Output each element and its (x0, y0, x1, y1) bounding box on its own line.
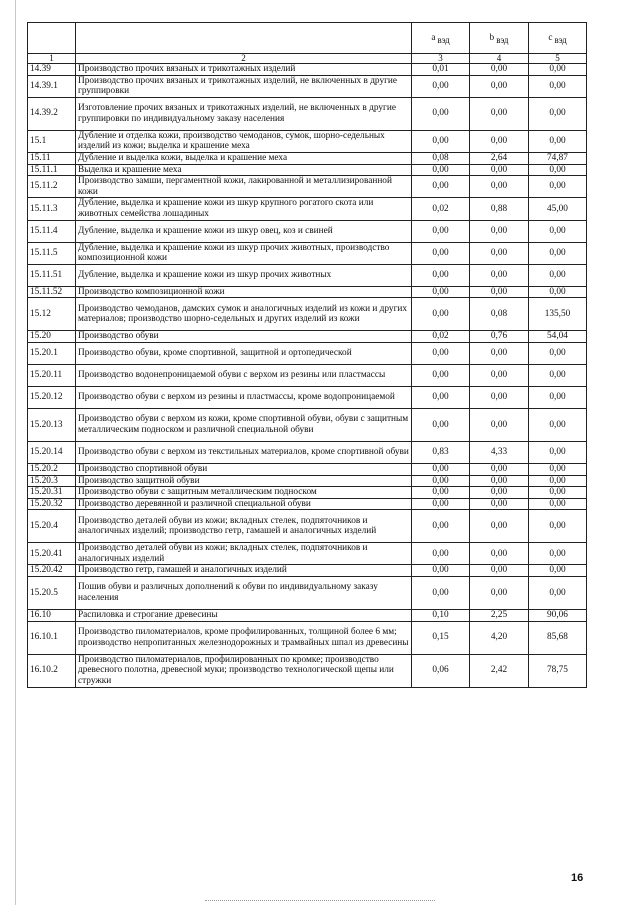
code-cell: 15.20.14 (28, 441, 76, 463)
code-cell: 15.20.11 (28, 364, 76, 386)
activity-name-cell: Производство пиломатериалов, кроме профилированных, толщиной более 6 мм; производство непропитанных железнодорожных и трамвайных шпал из древесины (76, 621, 412, 654)
c-value-cell: 135,50 (529, 298, 587, 331)
code-cell: 15.11.3 (28, 198, 76, 220)
c-value-cell: 0,00 (529, 441, 587, 463)
b-value-cell: 0,00 (470, 565, 529, 577)
code-cell: 15.1 (28, 130, 76, 152)
activity-name-cell: Производство обуви с защитным металлическим подноском (76, 487, 412, 499)
a-value-cell: 0,00 (412, 130, 470, 152)
c-value-cell: 0,00 (529, 386, 587, 408)
code-cell: 14.39.2 (28, 97, 76, 130)
code-cell: 15.20.42 (28, 565, 76, 577)
activity-name-cell: Дубление, выделка и крашение кожи из шкур прочих животных, производство композиционной кожи (76, 242, 412, 264)
activity-name-cell: Производство спортивной обуви (76, 463, 412, 475)
table-row (28, 342, 587, 364)
column-number: 5 (529, 54, 587, 64)
b-value-cell: 0,00 (470, 97, 529, 130)
a-value-cell: 0,06 (412, 654, 470, 687)
b-value-cell: 0,00 (470, 364, 529, 386)
b-value-cell: 2,42 (470, 654, 529, 687)
table-row (28, 176, 587, 198)
b-value-cell: 0,00 (470, 463, 529, 475)
scan-bottom-mark (205, 900, 435, 902)
c-value-cell: 0,00 (529, 498, 587, 510)
activity-name-cell: Производство композиционной кожи (76, 286, 412, 298)
table-row (28, 386, 587, 408)
activity-name-cell: Производство водонепроницаемой обуви с верхом из резины или пластмассы (76, 364, 412, 386)
activity-name-cell: Производство обуви с верхом из резины и пластмассы, кроме водопроницаемой (76, 386, 412, 408)
a-value-cell: 0,00 (412, 408, 470, 441)
c-value-cell: 0,00 (529, 577, 587, 610)
activity-name-cell: Дубление, выделка и крашение кожи из шкур овец, коз и свиней (76, 220, 412, 242)
table-row (28, 463, 587, 475)
c-value-cell: 0,00 (529, 543, 587, 565)
a-value-cell: 0,00 (412, 164, 470, 176)
activity-name-cell: Производство прочих вязаных и трикотажных изделий, не включенных в другие группировки (76, 75, 412, 97)
activity-name-cell: Дубление, выделка и крашение кожи из шкур крупного рогатого скота или животных семейства лошадиных (76, 198, 412, 220)
b-value-cell: 0,00 (470, 242, 529, 264)
table-row (28, 64, 587, 76)
table-row (28, 654, 587, 687)
code-cell: 15.11.4 (28, 220, 76, 242)
coefficients-table (27, 22, 587, 688)
activity-name-cell: Изготовление прочих вязаных и трикотажных изделий, не включенных в другие группировки по индивидуальному заказу населения (76, 97, 412, 130)
code-cell: 15.11 (28, 152, 76, 164)
b-value-cell: 0,00 (470, 130, 529, 152)
table-row (28, 331, 587, 343)
c-value-cell: 54,04 (529, 331, 587, 343)
a-value-cell: 0,83 (412, 441, 470, 463)
a-value-cell: 0,08 (412, 152, 470, 164)
activity-name-cell: Производство обуви, кроме спортивной, защитной и ортопедической (76, 342, 412, 364)
c-value-cell: 0,00 (529, 64, 587, 76)
b-value-cell: 0,88 (470, 198, 529, 220)
header-name-cell (76, 23, 412, 54)
b-value-cell: 0,00 (470, 176, 529, 198)
a-value-cell: 0,00 (412, 364, 470, 386)
activity-name-cell: Производство обуви (76, 331, 412, 343)
b-value-cell: 0,08 (470, 298, 529, 331)
table-row (28, 164, 587, 176)
c-value-cell: 0,00 (529, 487, 587, 499)
c-value-cell: 0,00 (529, 510, 587, 543)
table-row (28, 510, 587, 543)
c-value-cell: 0,00 (529, 75, 587, 97)
a-value-cell: 0,10 (412, 610, 470, 622)
table-row (28, 220, 587, 242)
table-row (28, 487, 587, 499)
code-cell: 15.11.51 (28, 264, 76, 286)
c-value-cell: 0,00 (529, 286, 587, 298)
activity-name-cell: Дубление и отделка кожи, производство чемоданов, сумок, шорно-седельных изделий из кожи; выделка и крашение меха (76, 130, 412, 152)
a-value-cell: 0,00 (412, 342, 470, 364)
code-cell: 15.11.1 (28, 164, 76, 176)
a-value-cell: 0,00 (412, 475, 470, 487)
a-value-cell: 0,00 (412, 298, 470, 331)
activity-name-cell: Пошив обуви и различных дополнений к обуви по индивидуальному заказу населения (76, 577, 412, 610)
code-cell: 14.39 (28, 64, 76, 76)
activity-name-cell: Производство защитной обуви (76, 475, 412, 487)
code-cell: 15.11.5 (28, 242, 76, 264)
table-row (28, 152, 587, 164)
table-row (28, 198, 587, 220)
b-value-cell: 0,00 (470, 220, 529, 242)
header-b-cell: b $_{вэд}$ (470, 23, 529, 54)
code-cell: 16.10 (28, 610, 76, 622)
b-value-cell: 0,00 (470, 498, 529, 510)
c-value-cell: 0,00 (529, 242, 587, 264)
table-row (28, 498, 587, 510)
b-value-cell: 2,64 (470, 152, 529, 164)
b-value-cell: 2,25 (470, 610, 529, 622)
activity-name-cell: Производство замши, пергаментной кожи, лакированной и металлизированной кожи (76, 176, 412, 198)
table-row (28, 565, 587, 577)
c-value-cell: 90,06 (529, 610, 587, 622)
header-row (28, 23, 587, 54)
c-value-cell: 0,00 (529, 408, 587, 441)
a-value-cell: 0,00 (412, 565, 470, 577)
activity-name-cell: Производство деталей обуви из кожи; вкладных стелек, подпяточников и аналогичных изделий (76, 543, 412, 565)
c-value-cell: 0,00 (529, 342, 587, 364)
activity-name-cell: Производство обуви с верхом из кожи, кроме спортивной обуви, обуви с защитным металлическим подноском и различной специальной обуви (76, 408, 412, 441)
a-value-cell: 0,00 (412, 498, 470, 510)
column-number: 3 (412, 54, 470, 64)
b-value-cell: 0,00 (470, 75, 529, 97)
b-value-cell: 0,00 (470, 342, 529, 364)
a-value-cell: 0,00 (412, 577, 470, 610)
table-row (28, 286, 587, 298)
b-value-cell: 4,20 (470, 621, 529, 654)
b-value-cell: 0,00 (470, 408, 529, 441)
c-value-cell: 0,00 (529, 164, 587, 176)
activity-name-cell: Распиловка и строгание древесины (76, 610, 412, 622)
table-row (28, 621, 587, 654)
a-value-cell: 0,00 (412, 97, 470, 130)
code-cell: 15.20.13 (28, 408, 76, 441)
table-row (28, 475, 587, 487)
a-value-cell: 0,00 (412, 176, 470, 198)
c-value-cell: 0,00 (529, 264, 587, 286)
a-value-cell: 0,00 (412, 487, 470, 499)
code-cell: 15.20.31 (28, 487, 76, 499)
table-row (28, 577, 587, 610)
code-cell: 15.20.41 (28, 543, 76, 565)
column-number: 4 (470, 54, 529, 64)
table-row (28, 364, 587, 386)
a-value-cell: 0,00 (412, 286, 470, 298)
c-value-cell: 0,00 (529, 97, 587, 130)
a-value-cell: 0,02 (412, 331, 470, 343)
table-row (28, 298, 587, 331)
b-value-cell: 0,00 (470, 386, 529, 408)
activity-name-cell: Выделка и крашение меха (76, 164, 412, 176)
code-cell: 16.10.1 (28, 621, 76, 654)
code-cell: 15.12 (28, 298, 76, 331)
table-row (28, 242, 587, 264)
code-cell: 15.20.12 (28, 386, 76, 408)
a-value-cell: 0,00 (412, 220, 470, 242)
column-number: 2 (76, 54, 412, 64)
a-value-cell: 0,02 (412, 198, 470, 220)
activity-name-cell: Дубление, выделка и крашение кожи из шкур прочих животных (76, 264, 412, 286)
code-cell: 15.20.32 (28, 498, 76, 510)
b-value-cell: 4,33 (470, 441, 529, 463)
code-cell: 15.20.3 (28, 475, 76, 487)
table-row (28, 97, 587, 130)
a-value-cell: 0,00 (412, 510, 470, 543)
activity-name-cell: Производство обуви с верхом из текстильных материалов, кроме спортивной обуви (76, 441, 412, 463)
c-value-cell: 0,00 (529, 176, 587, 198)
a-value-cell: 0,00 (412, 386, 470, 408)
c-value-cell: 78,75 (529, 654, 587, 687)
table-row (28, 441, 587, 463)
code-cell: 15.20.5 (28, 577, 76, 610)
a-value-cell: 0,00 (412, 242, 470, 264)
activity-name-cell: Производство деталей обуви из кожи; вкладных стелек, подпяточников и аналогичных изделий; производство гетр, гамашей и аналогичных изделий (76, 510, 412, 543)
b-value-cell: 0,00 (470, 64, 529, 76)
code-cell: 15.20.1 (28, 342, 76, 364)
activity-name-cell: Производство чемоданов, дамских сумок и аналогичных изделий из кожи и других материалов; производство шорно-седельных и других изделий из кожи (76, 298, 412, 331)
table-row (28, 543, 587, 565)
code-cell: 16.10.2 (28, 654, 76, 687)
b-value-cell: 0,00 (470, 577, 529, 610)
table-row (28, 408, 587, 441)
c-value-cell: 0,00 (529, 130, 587, 152)
c-value-cell: 0,00 (529, 364, 587, 386)
table-row (28, 130, 587, 152)
b-value-cell: 0,00 (470, 164, 529, 176)
a-value-cell: 0,15 (412, 621, 470, 654)
header-c-cell: c $_{вэд}$ (529, 23, 587, 54)
code-cell: 15.11.2 (28, 176, 76, 198)
b-value-cell: 0,00 (470, 510, 529, 543)
c-value-cell: 0,00 (529, 475, 587, 487)
b-value-cell: 0,00 (470, 487, 529, 499)
column-number: 1 (28, 54, 76, 64)
code-cell: 15.20.4 (28, 510, 76, 543)
c-value-cell: 85,68 (529, 621, 587, 654)
activity-name-cell: Производство гетр, гамашей и аналогичных изделий (76, 565, 412, 577)
a-value-cell: 0,00 (412, 543, 470, 565)
activity-name-cell: Производство деревянной и различной специальной обуви (76, 498, 412, 510)
b-value-cell: 0,76 (470, 331, 529, 343)
page-number: 16 (571, 872, 584, 884)
a-value-cell: 0,01 (412, 64, 470, 76)
column-number-row (28, 54, 587, 64)
activity-name-cell: Дубление и выделка кожи, выделка и крашение меха (76, 152, 412, 164)
a-value-cell: 0,00 (412, 264, 470, 286)
scan-edge-line (15, 0, 16, 905)
table-row (28, 610, 587, 622)
code-cell: 15.11.52 (28, 286, 76, 298)
c-value-cell: 0,00 (529, 220, 587, 242)
header-code-cell (28, 23, 76, 54)
a-value-cell: 0,00 (412, 75, 470, 97)
b-value-cell: 0,00 (470, 543, 529, 565)
code-cell: 15.20 (28, 331, 76, 343)
b-value-cell: 0,00 (470, 264, 529, 286)
b-value-cell: 0,00 (470, 286, 529, 298)
code-cell: 15.20.2 (28, 463, 76, 475)
c-value-cell: 74,87 (529, 152, 587, 164)
header-a-cell: a $_{вэд}$ (412, 23, 470, 54)
activity-name-cell: Производство прочих вязаных и трикотажных изделий (76, 64, 412, 76)
code-cell: 14.39.1 (28, 75, 76, 97)
c-value-cell: 0,00 (529, 565, 587, 577)
activity-name-cell: Производство пиломатериалов, профилированных по кромке; производство древесного полотна, древесной муки; производство технологической щепы или стружки (76, 654, 412, 687)
c-value-cell: 45,00 (529, 198, 587, 220)
c-value-cell: 0,00 (529, 463, 587, 475)
b-value-cell: 0,00 (470, 475, 529, 487)
a-value-cell: 0,00 (412, 463, 470, 475)
table-row (28, 264, 587, 286)
table-row (28, 75, 587, 97)
